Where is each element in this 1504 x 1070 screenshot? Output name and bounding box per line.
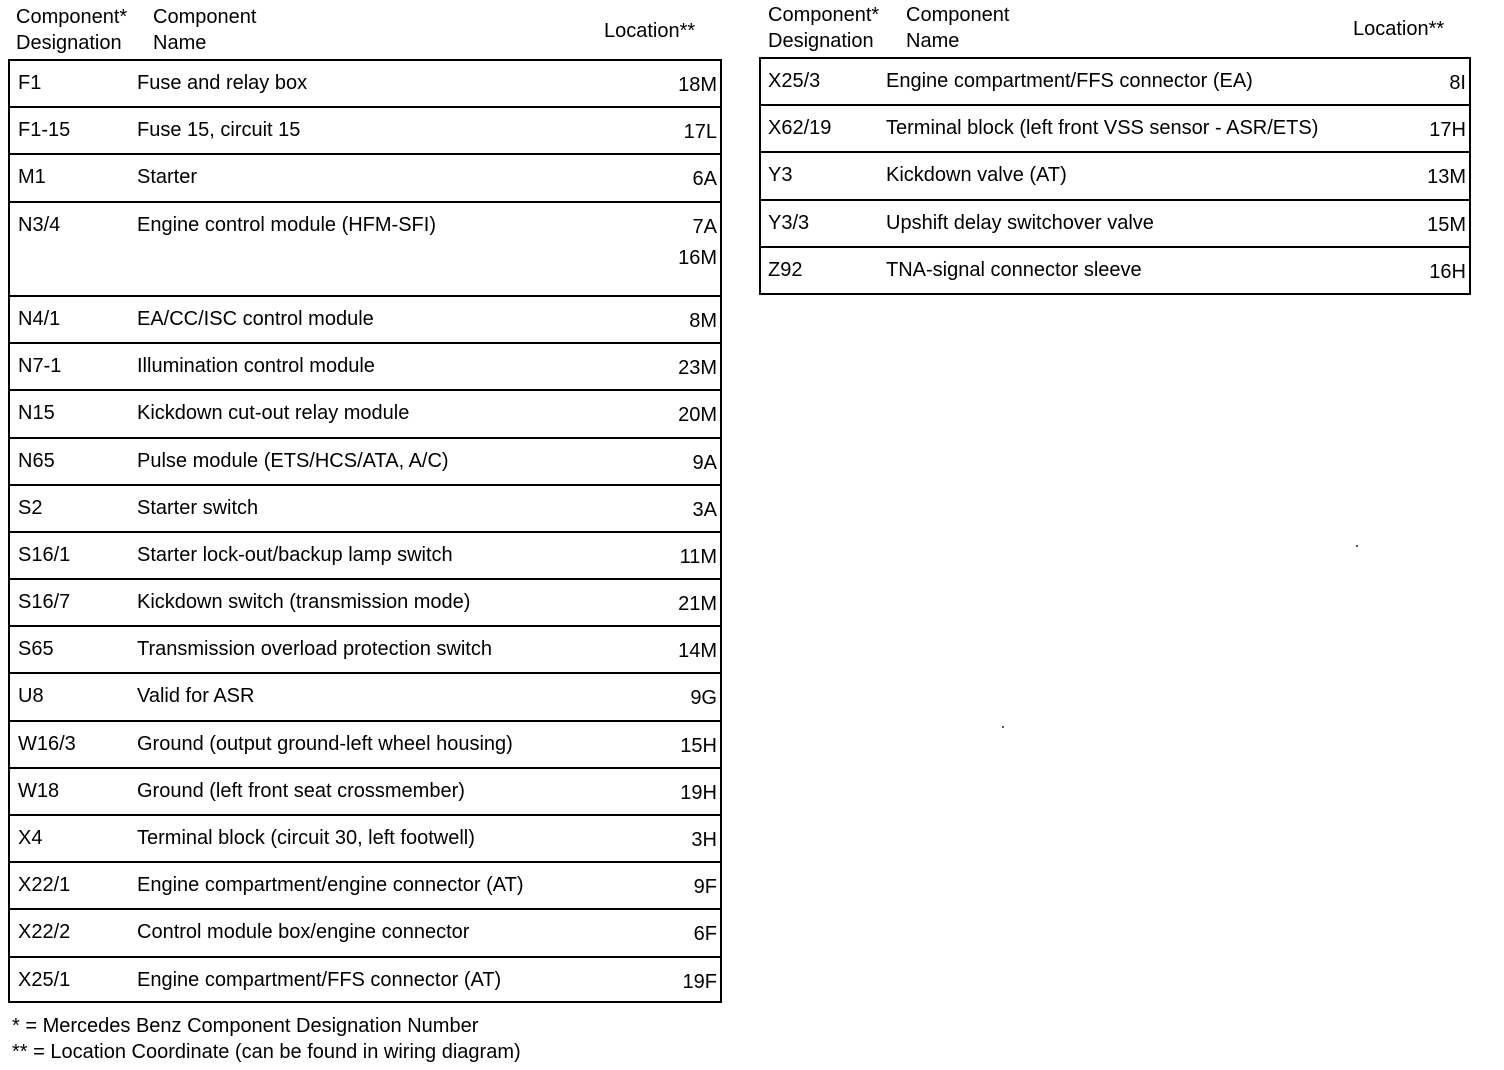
location-coordinate [678,589,717,620]
table-row [10,769,720,816]
component-name: Fuse 15, circuit 15 [137,119,301,142]
location-coordinate [690,683,717,714]
component-name: Starter switch [137,496,259,519]
component-designation: N4/1 [18,307,61,330]
name-header-line2: Name [153,32,207,54]
location-coordinate [684,117,717,148]
location-coordinate [680,731,717,762]
location-value: 18M [678,74,717,96]
location-coordinate [691,825,717,856]
table-row [761,248,1469,295]
footnote-designation: * = Mercedes Benz Component Designation Number [12,1015,479,1037]
location-coordinate [1427,210,1466,241]
designation-header [16,4,127,56]
component-name: Pulse module (ETS/HCS/ATA, A/C) [137,449,449,472]
component-designation: Y3 [768,164,793,187]
component-designation: X25/1 [18,968,71,991]
table-row [10,910,720,957]
location-coordinate [694,872,717,903]
location-value: 9G [690,687,717,710]
location-value: 8M [689,309,717,332]
left-table-header [16,4,716,60]
table-row [10,863,720,910]
component-designation: F1 [18,72,42,94]
component-designation: F1-15 [18,119,71,142]
component-name: TNA-signal connector sleeve [886,258,1142,281]
component-designation: N15 [18,402,55,425]
location-coordinate [693,448,717,479]
location-coordinate [1427,162,1466,193]
location-coordinate [680,542,717,573]
table-row [10,61,720,108]
component-name: Ground (output ground-left wheel housing) [137,732,513,755]
component-designation: X22/1 [18,874,71,897]
location-value: 8I [1449,72,1466,94]
component-designation: M1 [18,166,46,189]
location-value: 11M [679,545,717,568]
table-row [10,155,720,202]
table-row [10,203,720,297]
component-designation: W18 [18,779,60,802]
component-name: Control module box/engine connector [137,921,470,944]
table-row [761,201,1469,248]
location-value: 19H [680,781,717,804]
component-designation: Z92 [768,258,803,281]
location-coordinate [693,164,717,195]
scan-speck [1002,726,1004,728]
component-name: Engine compartment/FFS connector (AT) [137,968,502,991]
component-name: Upshift delay switchover valve [886,211,1154,234]
location-value: 7A [692,215,717,238]
table-row [761,59,1469,106]
footnotes [12,1013,521,1065]
table-row [10,580,720,627]
component-designation: W16/3 [18,732,76,755]
table-row [10,958,720,1005]
location-coordinate [678,212,717,274]
location-value: 17H [1429,119,1466,142]
location-coordinate [683,967,717,998]
designation-header-line1: Component* [16,6,128,28]
component-designation: S16/7 [18,591,71,614]
location-coordinate [693,495,717,526]
location-value: 9A [692,451,717,474]
location-value: 20M [678,404,717,427]
component-name: Kickdown switch (transmission mode) [137,591,471,614]
component-designation: S16/1 [18,543,71,566]
table-row [10,439,720,486]
right-component-table [759,57,1471,295]
table-row [10,816,720,863]
location-coordinate [1429,115,1466,146]
location-header: Location** [604,20,696,42]
table-row [10,674,720,721]
component-name: Kickdown valve (AT) [886,164,1067,187]
location-value: 3H [691,829,717,852]
component-name: EA/CC/ISC control module [137,307,374,330]
table-row [10,108,720,155]
location-value: 16H [1429,260,1466,283]
location-value: 15H [680,734,717,757]
name-header-line2: Name [906,30,960,52]
location-value: 21M [678,593,717,616]
table-row [10,533,720,580]
component-name: Kickdown cut-out relay module [137,402,410,425]
scan-speck [1356,545,1358,547]
designation-header-line2: Designation [16,32,122,54]
component-name: Transmission overload protection switch [137,638,492,661]
location-value: 13M [1427,166,1466,189]
table-row [10,297,720,344]
footnote-location: ** = Location Coordinate (can be found in wiring diagram) [12,1041,521,1063]
component-designation: X62/19 [768,117,832,140]
location-coordinate [1429,257,1466,288]
location-value: 19F [682,970,717,993]
table-row [761,153,1469,200]
location-coordinate [689,306,717,337]
name-header-line1: Component [906,4,1010,26]
table-row [10,627,720,674]
location-value: 6A [692,168,717,191]
component-name: Illumination control module [137,355,375,378]
component-name: Engine compartment/FFS connector (EA) [886,70,1253,92]
component-designation: N3/4 [18,213,61,236]
designation-header-line1: Component* [768,4,880,26]
component-name: Terminal block (left front VSS sensor - ASR/ETS) [886,117,1319,140]
component-designation: Y3/3 [768,211,810,234]
table-row [10,391,720,438]
location-value: 9F [693,876,717,899]
component-name: Starter [137,166,198,189]
location-coordinate [694,919,717,950]
designation-header-line2: Designation [768,30,874,52]
location-value: 23M [678,357,717,380]
table-row [10,722,720,769]
location-value: 15M [1427,213,1466,236]
table-row [761,106,1469,153]
location-coordinate [680,778,717,809]
component-designation: S2 [18,496,43,519]
component-designation: X25/3 [768,70,821,92]
component-name: Engine compartment/engine connector (AT) [137,874,524,897]
component-designation: S65 [18,638,54,661]
name-header [153,4,256,56]
location-value: 17L [683,121,717,144]
left-component-table [8,59,722,1003]
location-coordinate [678,400,717,431]
right-table-header [768,2,1468,58]
location-coordinate [1449,68,1466,99]
component-designation: U8 [18,685,44,708]
component-designation: N65 [18,449,55,472]
component-designation: X22/2 [18,921,71,944]
designation-header [768,2,879,54]
component-name: Starter lock-out/backup lamp switch [137,543,453,566]
location-value: 6F [693,923,717,946]
name-header-line1: Component [153,6,257,28]
location-value: 3A [692,498,717,521]
component-name: Ground (left front seat crossmember) [137,779,465,802]
component-designation: N7-1 [18,355,62,378]
location-coordinate [678,636,717,667]
location-value: 16M [678,246,717,269]
table-row [10,486,720,533]
component-designation: X4 [18,827,43,850]
location-coordinate [678,70,717,101]
table-row [10,344,720,391]
component-name: Terminal block (circuit 30, left footwell) [137,827,475,850]
component-name: Engine control module (HFM-SFI) [137,213,436,236]
location-header: Location** [1353,18,1445,40]
name-header [906,2,1009,54]
location-value: 14M [678,640,717,663]
component-name: Fuse and relay box [137,72,308,94]
component-name: Valid for ASR [137,685,255,708]
location-coordinate [678,353,717,384]
